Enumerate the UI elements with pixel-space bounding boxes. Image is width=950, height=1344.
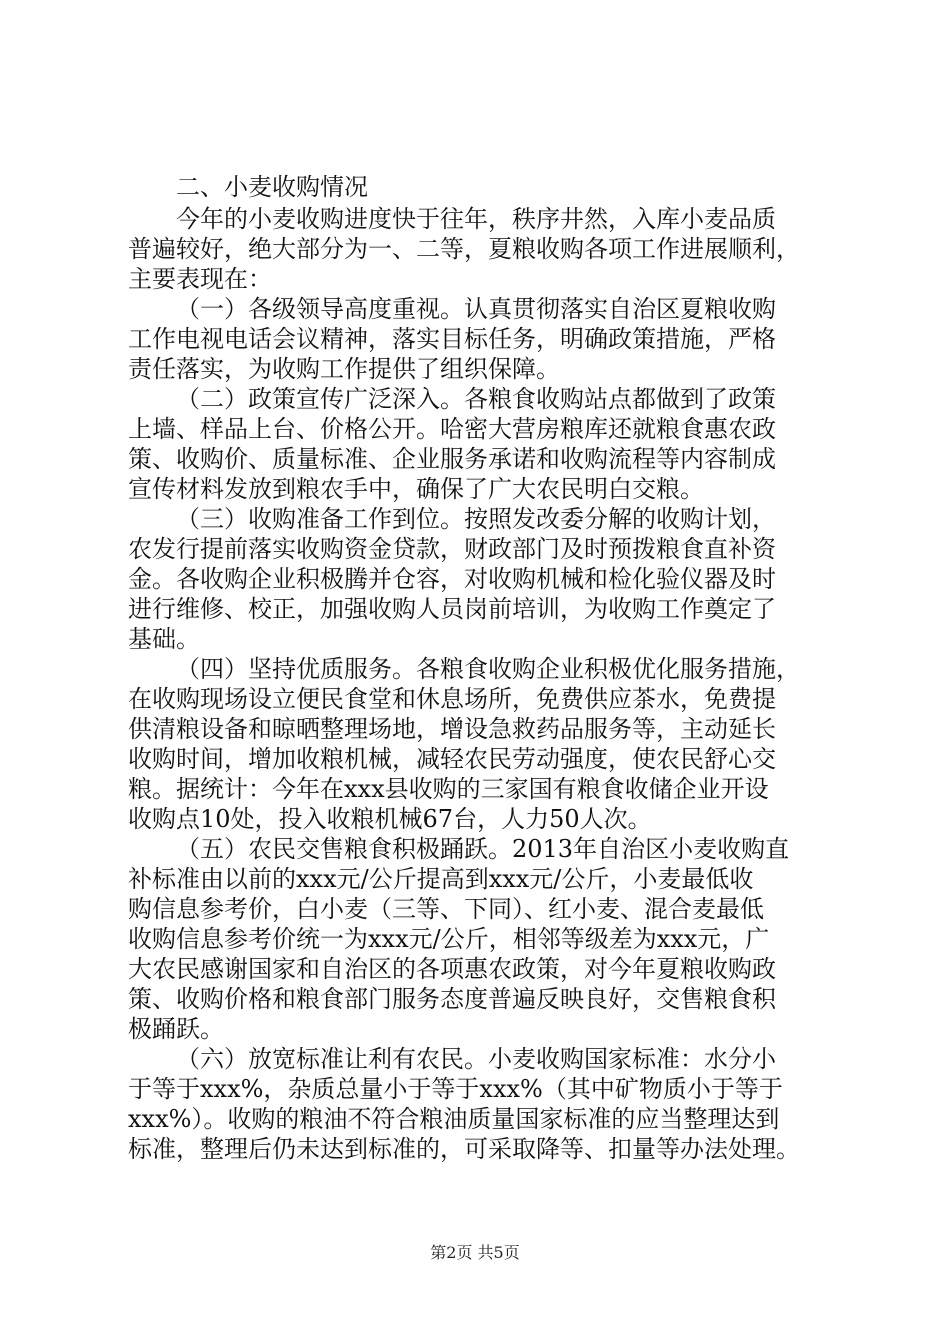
page-footer: 第2页 共5页 bbox=[430, 1243, 520, 1262]
paragraph bbox=[128, 294, 856, 384]
paragraph bbox=[128, 654, 856, 834]
paragraph-line: 极踊跃。 bbox=[128, 1015, 224, 1043]
paragraph-line: （四）坚持优质服务。各粮食收购企业积极优化服务措施， bbox=[176, 655, 800, 683]
paragraph-line: 普遍较好，绝大部分为一、二等，夏粮收购各项工作进展顺利， bbox=[128, 235, 800, 263]
paragraph bbox=[128, 834, 856, 1044]
paragraph-line: 收购点10处，投入收粮机械67台，人力50人次。 bbox=[128, 805, 652, 833]
paragraph-line: 进行维修、校正，加强收购人员岗前培训，为收购工作奠定了 bbox=[128, 595, 776, 623]
paragraph-line: 大农民感谢国家和自治区的各项惠农政策，对今年夏粮收购政 bbox=[128, 955, 776, 983]
paragraph-line: 供清粮设备和晾晒整理场地，增设急救药品服务等，主动延长 bbox=[128, 715, 776, 743]
paragraph-line: 主要表现在： bbox=[128, 265, 272, 293]
paragraph-line: 策、收购价格和粮食部门服务态度普遍反映良好，交售粮食积 bbox=[128, 985, 776, 1013]
paragraph-line: 补标准由以前的xxx元/公斤提高到xxx元/公斤，小麦最低收 bbox=[128, 865, 754, 893]
paragraph bbox=[128, 384, 856, 504]
paragraph bbox=[128, 504, 856, 654]
document-body bbox=[128, 170, 856, 1164]
paragraph-line: 今年的小麦收购进度快于往年，秩序井然，入库小麦品质 bbox=[176, 205, 776, 233]
section-heading: 二、小麦收购情况 bbox=[176, 173, 368, 201]
paragraph-line: 在收购现场设立便民食堂和休息场所，免费供应茶水，免费提 bbox=[128, 685, 776, 713]
paragraph-line: xxx%）。收购的粮油不符合粮油质量国家标准的应当整理达到 bbox=[128, 1105, 780, 1133]
paragraph-line: 收购信息参考价统一为xxx元/公斤，相邻等级差为xxx元，广 bbox=[128, 925, 770, 953]
paragraph-line: 基础。 bbox=[128, 625, 200, 653]
paragraph-list bbox=[128, 204, 856, 1164]
paragraph bbox=[128, 1044, 856, 1164]
paragraph-line: （三）收购准备工作到位。按照发改委分解的收购计划， bbox=[176, 505, 776, 533]
paragraph-line: （五）农民交售粮食积极踊跃。2013年自治区小麦收购直 bbox=[176, 835, 790, 863]
paragraph bbox=[128, 204, 856, 294]
paragraph-line: 购信息参考价，白小麦（三等、下同）、红小麦、混合麦最低 bbox=[128, 895, 764, 923]
paragraph-line: 标准，整理后仍未达到标准的，可采取降等、扣量等办法处理。 bbox=[128, 1135, 800, 1163]
paragraph-line: 工作电视电话会议精神，落实目标任务，明确政策措施，严格 bbox=[128, 325, 776, 353]
paragraph-line: 粮。据统计：今年在xxx县收购的三家国有粮食收储企业开设 bbox=[128, 775, 769, 803]
paragraph-line: 农发行提前落实收购资金贷款，财政部门及时预拨粮食直补资 bbox=[128, 535, 776, 563]
paragraph-line: 于等于xxx%，杂质总量小于等于xxx%（其中矿物质小于等于 bbox=[128, 1075, 783, 1103]
paragraph-line: 金。各收购企业积极腾并仓容，对收购机械和检化验仪器及时 bbox=[128, 565, 776, 593]
paragraph-line: 责任落实，为收购工作提供了组织保障。 bbox=[128, 355, 560, 383]
paragraph-line: 策、收购价、质量标准、企业服务承诺和收购流程等内容制成 bbox=[128, 445, 776, 473]
paragraph-line: 上墙、样品上台、价格公开。哈密大营房粮库还就粮食惠农政 bbox=[128, 415, 776, 443]
paragraph-line: （一）各级领导高度重视。认真贯彻落实自治区夏粮收购 bbox=[176, 295, 776, 323]
paragraph-line: 收购时间，增加收粮机械，减轻农民劳动强度，使农民舒心交 bbox=[128, 745, 776, 773]
paragraph-line: （六）放宽标准让利有农民。小麦收购国家标准：水分小 bbox=[176, 1045, 776, 1073]
paragraph-line: （二）政策宣传广泛深入。各粮食收购站点都做到了政策 bbox=[176, 385, 776, 413]
paragraph-line: 宣传材料发放到粮农手中，确保了广大农民明白交粮。 bbox=[128, 475, 704, 503]
